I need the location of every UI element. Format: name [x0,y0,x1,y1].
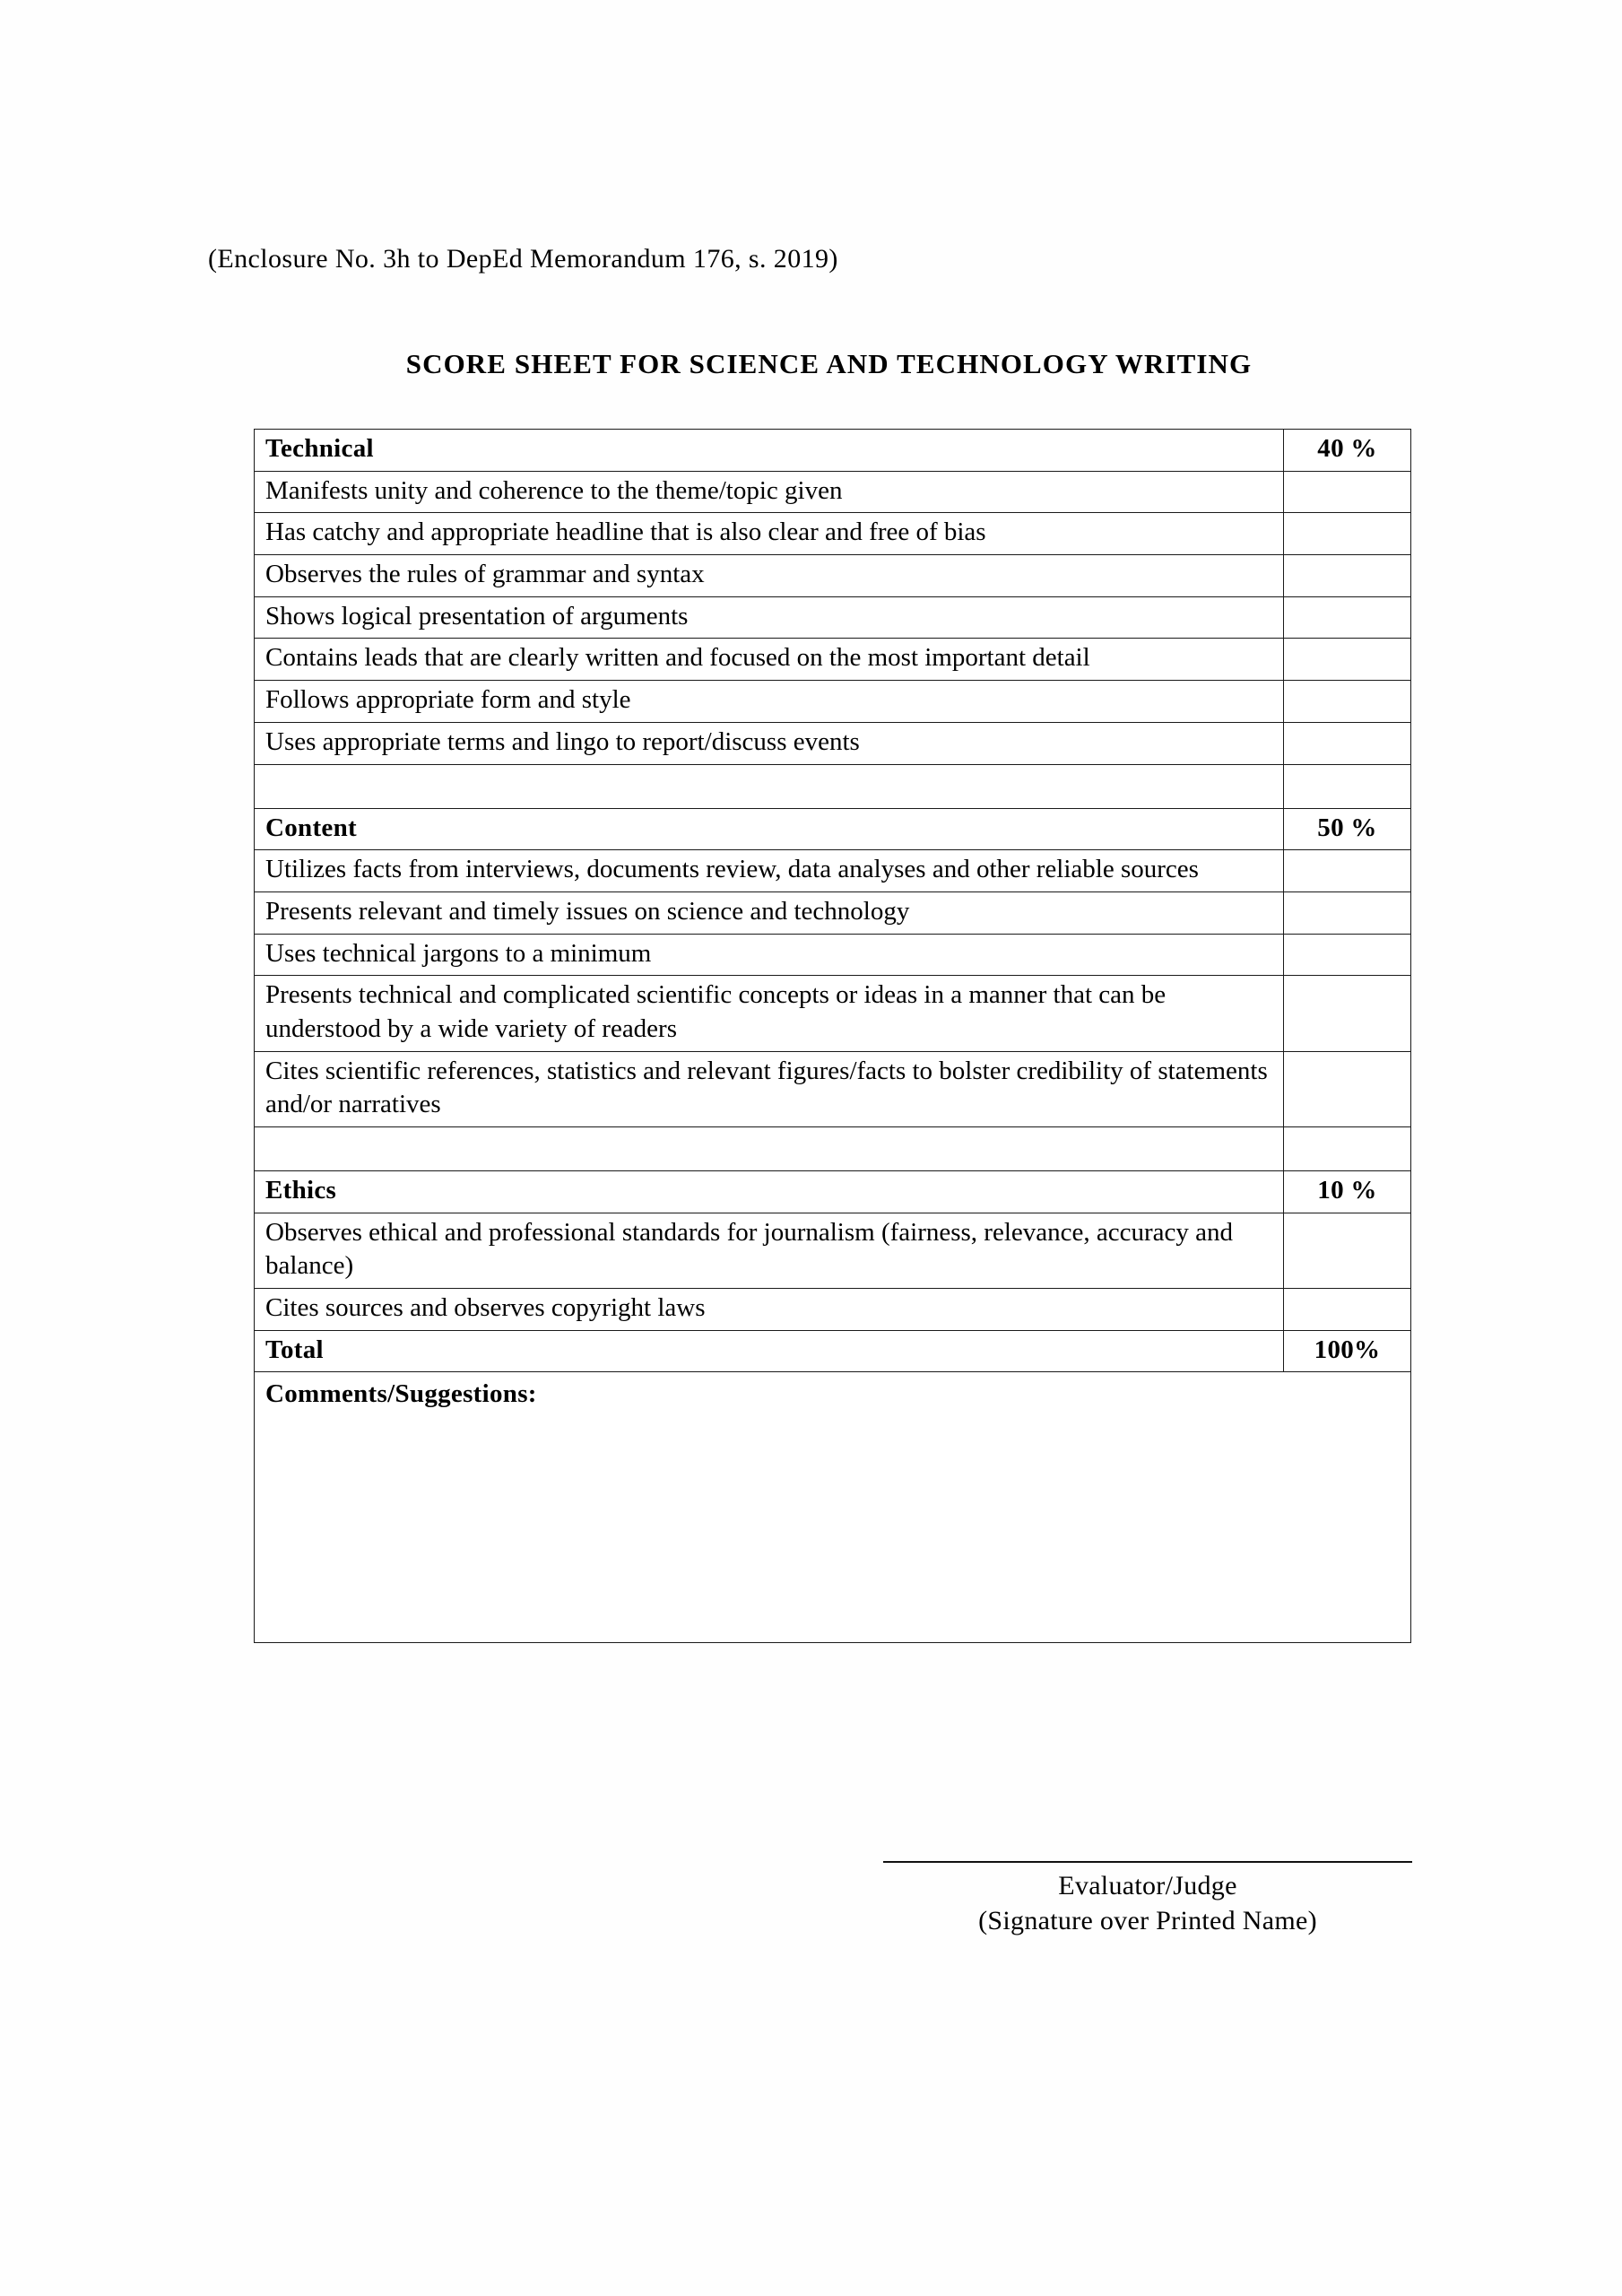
criterion-label: Utilizes facts from interviews, documents review, data analyses and other reliable sources [255,850,1284,892]
page-title: SCORE SHEET FOR SCIENCE AND TECHNOLOGY WRITING [405,348,1253,379]
spacer-cell [255,1127,1284,1171]
criterion-label: Has catchy and appropriate headline that is also clear and free of bias [255,513,1284,555]
criterion-label: Presents relevant and timely issues on science and technology [255,891,1284,934]
criterion-row [255,1289,1411,1331]
criterion-row [255,891,1411,934]
comments-row [255,1372,1411,1643]
criterion-label: Cites scientific references, statistics and relevant figures/facts to bolster credibility of statements and/or narratives [255,1051,1284,1126]
score-input-cell [1284,1127,1411,1171]
section-label: Content [255,808,1284,850]
score-input-cell[interactable] [1284,471,1411,513]
section-label: Technical [255,430,1284,472]
score-input-cell[interactable] [1284,639,1411,681]
score-input-cell[interactable] [1284,681,1411,723]
score-input-cell[interactable] [1284,513,1411,555]
comments-field[interactable]: Comments/Suggestions: [255,1372,1411,1643]
signature-instruction-label: (Signature over Printed Name) [978,1906,1317,1935]
criterion-row [255,1213,1411,1288]
criterion-row [255,639,1411,681]
spacer-row [255,764,1411,808]
signature-line [883,1861,1412,1863]
criterion-row [255,471,1411,513]
criterion-label: Uses appropriate terms and lingo to report/discuss events [255,722,1284,764]
score-input-cell[interactable] [1284,1213,1411,1288]
score-sheet-body [255,430,1411,1643]
spacer-row [255,1127,1411,1171]
criterion-row [255,850,1411,892]
enclosure-note: (Enclosure No. 3h to DepEd Memorandum 176, s. 2019) [208,244,838,274]
score-input-cell[interactable] [1284,596,1411,639]
criterion-label: Contains leads that are clearly written and focused on the most important detail [255,639,1284,681]
score-input-cell [1284,764,1411,808]
criterion-label: Uses technical jargons to a minimum [255,934,1284,976]
score-sheet-table [254,429,1411,1643]
criterion-label: Shows logical presentation of arguments [255,596,1284,639]
section-label: Ethics [255,1171,1284,1213]
criterion-label: Cites sources and observes copyright laws [255,1289,1284,1331]
criterion-row [255,596,1411,639]
score-input-cell[interactable] [1284,934,1411,976]
score-input-cell[interactable] [1284,1051,1411,1126]
criterion-row [255,976,1411,1051]
criterion-label: Presents technical and complicated scientific concepts or ideas in a manner that can be understood by a wide variety of readers [255,976,1284,1051]
criterion-row [255,555,1411,597]
signature-role-label: Evaluator/Judge [1058,1871,1237,1900]
criterion-row [255,1051,1411,1126]
total-label: Total [255,1330,1284,1372]
weight-value: 40 % [1284,430,1411,472]
criterion-row [255,681,1411,723]
criterion-label: Manifests unity and coherence to the theme/topic given [255,471,1284,513]
criterion-row [255,513,1411,555]
section-header-row [255,430,1411,472]
criterion-row [255,934,1411,976]
total-row [255,1330,1411,1372]
score-input-cell[interactable] [1284,1289,1411,1331]
weight-value: 10 % [1284,1171,1411,1213]
score-input-cell[interactable] [1284,850,1411,892]
criterion-row [255,722,1411,764]
section-header-row [255,1171,1411,1213]
score-input-cell[interactable] [1284,555,1411,597]
criterion-label: Observes ethical and professional standards for journalism (fairness, relevance, accuracy and balance) [255,1213,1284,1288]
criterion-label: Observes the rules of grammar and syntax [255,555,1284,597]
spacer-cell [255,764,1284,808]
signature-block [883,1861,1412,1938]
score-input-cell[interactable] [1284,891,1411,934]
score-input-cell[interactable] [1284,976,1411,1051]
weight-value: 100% [1284,1330,1411,1372]
criterion-label: Follows appropriate form and style [255,681,1284,723]
weight-value: 50 % [1284,808,1411,850]
section-header-row [255,808,1411,850]
score-input-cell[interactable] [1284,722,1411,764]
